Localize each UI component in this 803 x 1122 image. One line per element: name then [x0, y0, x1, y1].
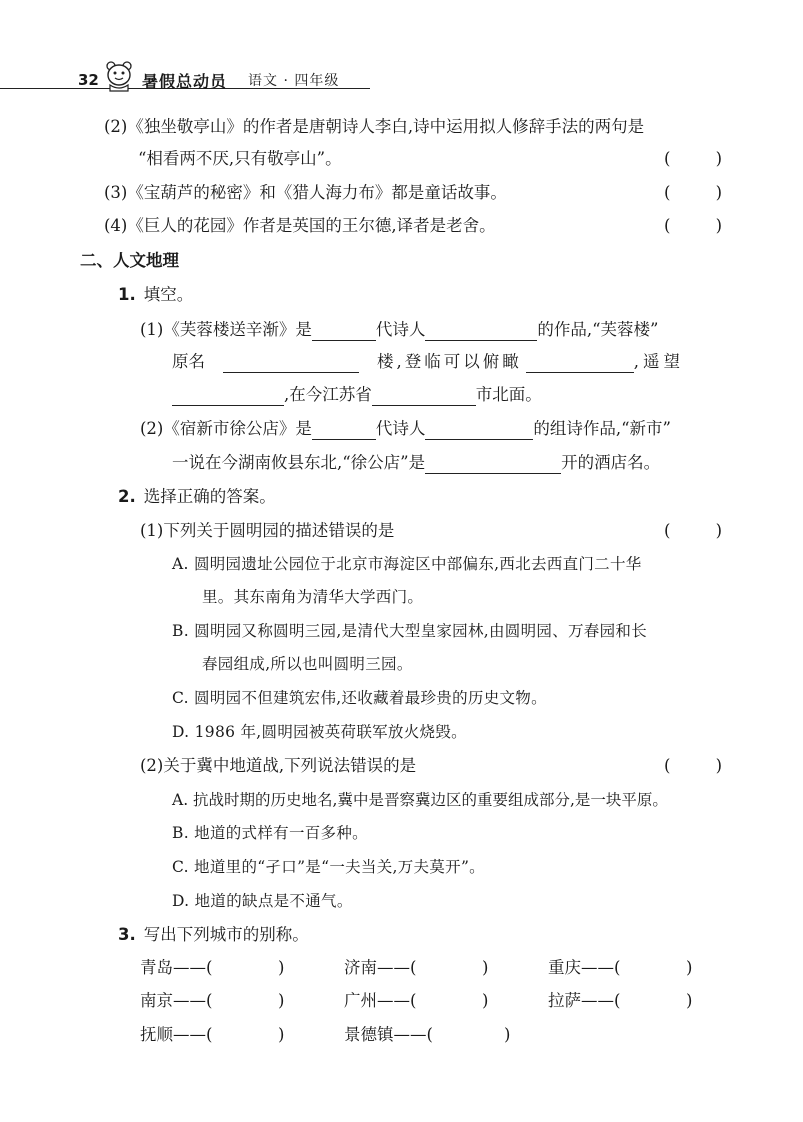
option-a-line1[interactable]: A. 圆明园遗址公园位于北京市海淀区中部偏东,西北去西直门二十华: [172, 555, 642, 573]
city-answer[interactable]: [344, 990, 494, 1012]
answer-paren-item-3[interactable]: [664, 182, 722, 204]
option-d[interactable]: D. 地道的缺点是不通气。: [172, 892, 353, 910]
city-name: 青岛——(: [140, 958, 213, 977]
paren-close: ): [504, 1025, 511, 1044]
header-subtitle: 语文 · 四年级: [248, 73, 340, 89]
option-b-line2: 春园组成,所以也叫圆明三园。: [202, 655, 413, 673]
paren-open: (: [664, 183, 671, 202]
paren-close: ): [715, 521, 722, 540]
q1-sub2-line2: [172, 452, 660, 474]
text: (1)《芙蓉楼送辛渐》是: [140, 320, 312, 339]
text: 一说在今湖南攸县东北,“徐公店”是: [172, 453, 426, 472]
text: 代诗人: [375, 419, 426, 438]
option-c[interactable]: C. 圆明园不但建筑宏伟,还收藏着最珍贵的历史文物。: [172, 689, 547, 707]
header-title: 暑假总动员: [142, 72, 228, 91]
answer-paren-q2-2[interactable]: [664, 755, 722, 777]
city-name: 景德镇——(: [344, 1025, 433, 1044]
fill-blank[interactable]: [425, 455, 561, 474]
fill-blank[interactable]: [223, 354, 359, 373]
paren-open: (: [664, 149, 671, 168]
paren-close: ): [278, 1025, 285, 1044]
paren-close: ): [686, 991, 693, 1010]
paren-open: (: [664, 216, 671, 235]
city-name: 重庆——(: [548, 958, 621, 977]
q1-sub1-line1: [140, 319, 659, 341]
paren-close: ): [482, 991, 489, 1010]
q1-sub2-line1: [140, 418, 671, 440]
city-answer[interactable]: [140, 990, 290, 1012]
answer-paren-item-4[interactable]: [664, 215, 722, 237]
text: 楼,登临可以俯瞰: [377, 352, 522, 371]
option-c[interactable]: C. 地道里的“孑口”是“一夫当关,万夫莫开”。: [172, 858, 485, 876]
text: 的作品,“芙蓉楼”: [537, 320, 659, 339]
paren-close: ): [278, 991, 285, 1010]
city-answer[interactable]: [140, 957, 290, 979]
text: 原名: [172, 352, 205, 371]
section-2-title: 二、人文地理: [80, 251, 179, 270]
q2-sub1-stem: (1)下列关于圆明园的描述错误的是: [140, 521, 395, 540]
city-answer[interactable]: [344, 1024, 514, 1046]
paren-close: ): [715, 756, 722, 775]
q1-sub1-line2: [172, 351, 684, 373]
city-name: 广州——(: [344, 991, 417, 1010]
item-4: (4)《巨人的花园》作者是英国的王尔德,译者是老舍。: [104, 216, 496, 235]
text: 的组诗作品,“新市”: [533, 419, 671, 438]
question-1: [118, 284, 193, 306]
paren-close: ): [686, 958, 693, 977]
fill-blank[interactable]: [526, 354, 634, 373]
answer-paren-q2-1[interactable]: [664, 520, 722, 542]
q2-sub2-stem: (2)关于冀中地道战,下列说法错误的是: [140, 756, 417, 775]
paren-close: ): [278, 958, 285, 977]
option-d[interactable]: D. 1986 年,圆明园被英荷联军放火烧毁。: [172, 723, 467, 741]
fill-blank[interactable]: [312, 322, 376, 341]
q1-sub1-line3: [172, 384, 542, 406]
page-number: 32: [78, 71, 99, 89]
paren-close: ): [715, 149, 722, 168]
answer-paren-item-2[interactable]: [664, 148, 722, 170]
paren-close: ): [715, 216, 722, 235]
question-2: [118, 486, 276, 508]
city-answer[interactable]: [548, 957, 698, 979]
question-3: [118, 924, 309, 946]
question-label: 填空。: [143, 285, 194, 304]
paren-close: ): [482, 958, 489, 977]
option-b[interactable]: B. 地道的式样有一百多种。: [172, 824, 368, 842]
option-a-line2: 里。其东南角为清华大学西门。: [202, 588, 424, 606]
fill-blank[interactable]: [312, 421, 376, 440]
fill-blank[interactable]: [172, 387, 284, 406]
item-3: (3)《宝葫芦的秘密》和《猎人海力布》都是童话故事。: [104, 183, 507, 202]
city-answer[interactable]: [548, 990, 698, 1012]
paren-close: ): [715, 183, 722, 202]
fill-blank[interactable]: [372, 387, 476, 406]
city-name: 拉萨——(: [548, 991, 621, 1010]
question-number: 1.: [118, 285, 136, 304]
item-2-line-2: “相看两不厌,只有敬亭山”。: [138, 149, 342, 168]
text: ,在今江苏省: [284, 385, 372, 404]
fill-blank[interactable]: [425, 322, 537, 341]
city-name: 抚顺——(: [140, 1025, 213, 1044]
option-b-line1[interactable]: B. 圆明园又称圆明三园,是清代大型皇家园林,由圆明园、万春园和长: [172, 622, 648, 640]
fill-blank[interactable]: [425, 421, 533, 440]
paren-open: (: [664, 521, 671, 540]
item-2-line-1: (2)《独坐敬亭山》的作者是唐朝诗人李白,诗中运用拟人修辞手法的两句是: [104, 117, 645, 136]
paren-open: (: [664, 756, 671, 775]
question-number: 3.: [118, 925, 136, 944]
city-name: 南京——(: [140, 991, 213, 1010]
option-a[interactable]: A. 抗战时期的历史地名,冀中是晋察冀边区的重要组成部分,是一块平原。: [172, 791, 668, 809]
city-answer[interactable]: [344, 957, 494, 979]
question-number: 2.: [118, 487, 136, 506]
question-label: 选择正确的答案。: [143, 487, 276, 506]
city-answer[interactable]: [140, 1024, 290, 1046]
city-name: 济南——(: [344, 958, 417, 977]
mascot-icon: [102, 60, 136, 92]
text: 市北面。: [475, 385, 542, 404]
text: 代诗人: [375, 320, 426, 339]
text: ,遥望: [633, 352, 684, 371]
text: (2)《宿新市徐公店》是: [140, 419, 312, 438]
text: 开的酒店名。: [561, 453, 661, 472]
question-label: 写出下列城市的别称。: [143, 925, 309, 944]
